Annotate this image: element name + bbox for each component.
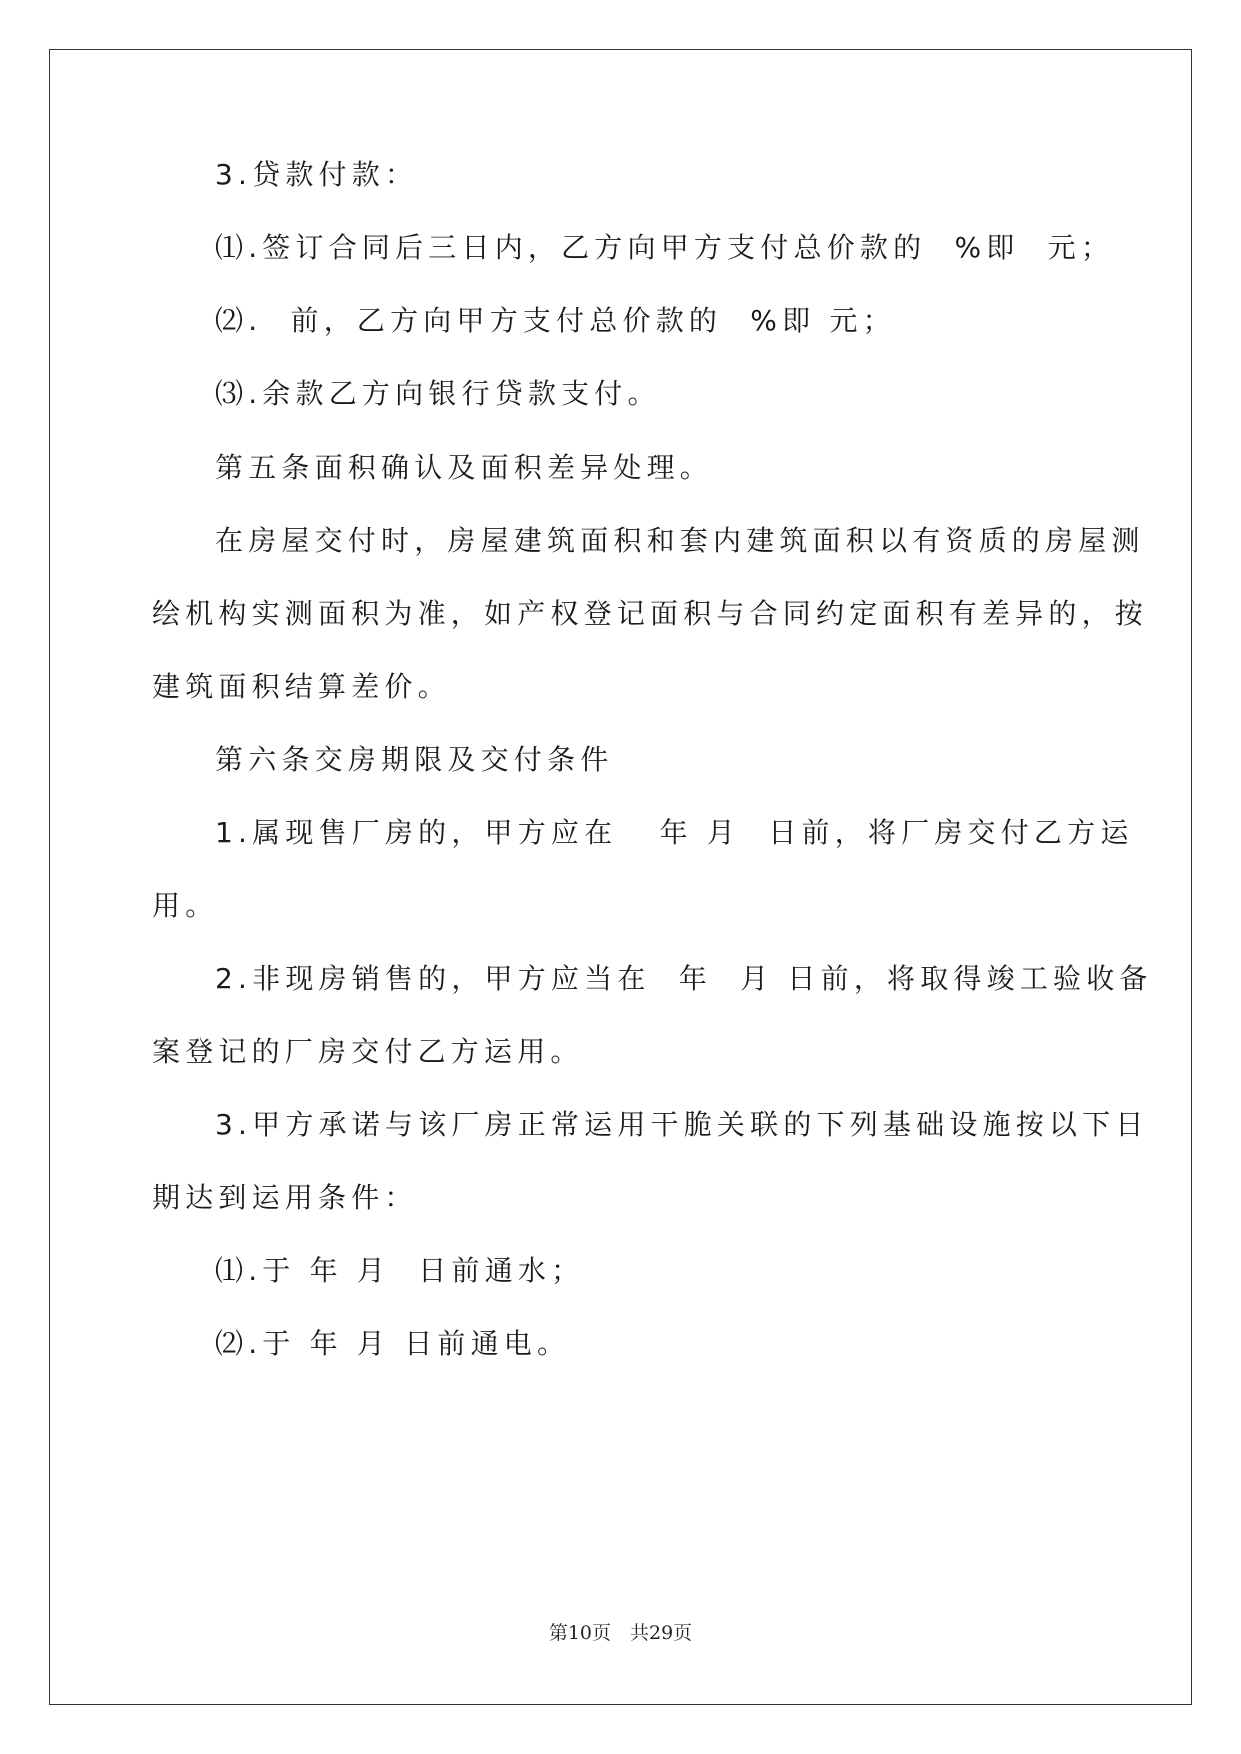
text-line: 2.非现房销售的，甲方应当在 年 月 日前，将取得竣工验收备 (215, 962, 1153, 995)
text-line: 用。 (152, 889, 219, 922)
text-line: ⑴.于 年 月 日前通水； (215, 1254, 585, 1287)
section-heading: 第五条面积确认及面积差异处理。 (215, 451, 714, 484)
text-line: ⑴.签订合同后三日内，乙方向甲方支付总价款的 %即 元； (215, 231, 1115, 264)
section-heading: 第六条交房期限及交付条件 (215, 743, 614, 776)
page-number: 第10页 共29页 (548, 1622, 693, 1644)
text-line: 3.贷款付款： (215, 158, 419, 191)
text-line: ⑵.于 年 月 日前通电。 (215, 1327, 571, 1360)
text-line: ⑵. 前，乙方向甲方支付总价款的 %即 元； (215, 304, 896, 337)
text-line: 3.甲方承诺与该厂房正常运用干脆关联的下列基础设施按以下日 (215, 1108, 1149, 1141)
text-line: 期达到运用条件： (152, 1181, 418, 1214)
text-line: 案登记的厂房交付乙方运用。 (152, 1035, 584, 1068)
text-line: 在房屋交付时，房屋建筑面积和套内建筑面积以有资质的房屋测 (215, 524, 1145, 557)
text-line: 绘机构实测面积为准，如产权登记面积与合同约定面积有差异的，按 (152, 597, 1149, 630)
text-line: ⑶.余款乙方向银行贷款支付。 (215, 377, 661, 410)
text-line: 建筑面积结算差价。 (152, 670, 451, 703)
text-line: 1.属现售厂房的，甲方应在 年 月 日前，将厂房交付乙方运 (215, 816, 1134, 849)
page-border (49, 49, 1192, 1705)
